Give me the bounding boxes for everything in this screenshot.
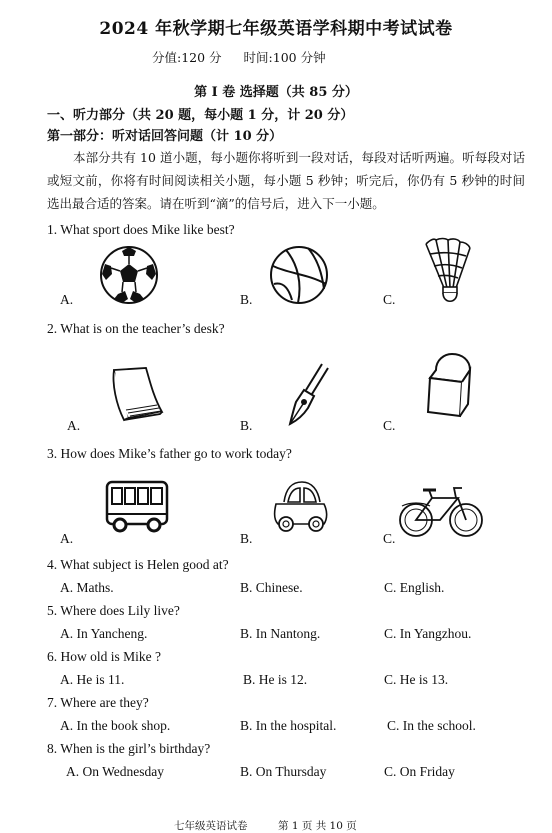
car-icon xyxy=(270,478,330,536)
eraser-icon xyxy=(424,352,474,426)
question-3: 3. How does Mike’s father go to work today? xyxy=(47,446,292,461)
time-label: 时间:100 分钟 xyxy=(243,50,326,65)
q8-option-a: A. On Wednesday xyxy=(66,764,165,779)
q6-option-a: A. He is 11. xyxy=(60,672,125,687)
subsection-heading: 第一部分：听对话回答问题（计 10 分） xyxy=(47,129,283,144)
part-title: 第 I 卷 选择题（共 85 分） xyxy=(194,85,358,100)
q1-option-b: B. xyxy=(240,292,253,307)
footer-subject: 七年级英语试卷 xyxy=(174,820,248,832)
q1-option-c: C. xyxy=(383,292,396,307)
exam-meta xyxy=(152,48,344,66)
pen-nib-icon xyxy=(282,362,330,428)
shuttlecock-icon xyxy=(418,236,474,308)
q7-option-b: B. In the hospital. xyxy=(240,718,337,733)
score-label: 分值:120 分 xyxy=(152,50,222,65)
question-7: 7. Where are they? xyxy=(47,695,149,710)
exam-title: 2024 年秋学期七年级英语学科期中考试试卷 xyxy=(99,19,453,39)
q4-option-b: B. Chinese. xyxy=(240,580,303,595)
q7-option-a: A. In the book shop. xyxy=(60,718,171,733)
q6-option-b: B. He is 12. xyxy=(243,672,308,687)
question-1: 1. What sport does Mike like best? xyxy=(47,222,235,237)
q7-option-c: C. In the school. xyxy=(387,718,476,733)
q6-option-c: C. He is 13. xyxy=(384,672,449,687)
q5-option-c: C. In Yangzhou. xyxy=(384,626,472,641)
q5-option-b: B. In Nantong. xyxy=(240,626,321,641)
q3-option-c: C. xyxy=(383,531,396,546)
q8-option-c: C. On Friday xyxy=(384,764,455,779)
question-6: 6. How old is Mike ? xyxy=(47,649,161,664)
q4-option-c: C. English. xyxy=(384,580,445,595)
q1-option-a: A. xyxy=(60,292,74,307)
football-icon xyxy=(98,244,160,306)
bus-icon xyxy=(104,478,170,534)
instructions-paragraph: 本部分共有 10 道小题，每小题你将听到一段对话，每段对话听两遍。听每段对话或短文前，你将有时间阅读相关小题，每小题 5 秒钟；听完后，你仍有 5 秒钟的时间选出最合适的答案。请在听到“滴”的信号后，进入下一小题。 xyxy=(47,150,525,211)
question-8: 8. When is the girl’s birthday? xyxy=(47,741,211,756)
q2-option-c: C. xyxy=(383,418,396,433)
q4-option-a: A. Maths. xyxy=(60,580,114,595)
q3-option-b: B. xyxy=(240,531,253,546)
basketball-icon xyxy=(268,244,330,306)
q2-option-b: B. xyxy=(240,418,253,433)
book-icon xyxy=(106,364,166,424)
q3-option-a: A. xyxy=(60,531,74,546)
question-4: 4. What subject is Helen good at? xyxy=(47,557,229,572)
section-heading: 一、听力部分（共 20 题，每小题 1 分，计 20 分） xyxy=(47,108,354,123)
q2-option-a: A. xyxy=(67,418,81,433)
footer-page-number: 第 1 页 共 10 页 xyxy=(278,820,357,832)
question-5: 5. Where does Lily live? xyxy=(47,603,180,618)
q5-option-a: A. In Yancheng. xyxy=(60,626,148,641)
q8-option-b: B. On Thursday xyxy=(240,764,327,779)
bicycle-icon xyxy=(396,484,486,540)
question-2: 2. What is on the teacher’s desk? xyxy=(47,321,225,336)
